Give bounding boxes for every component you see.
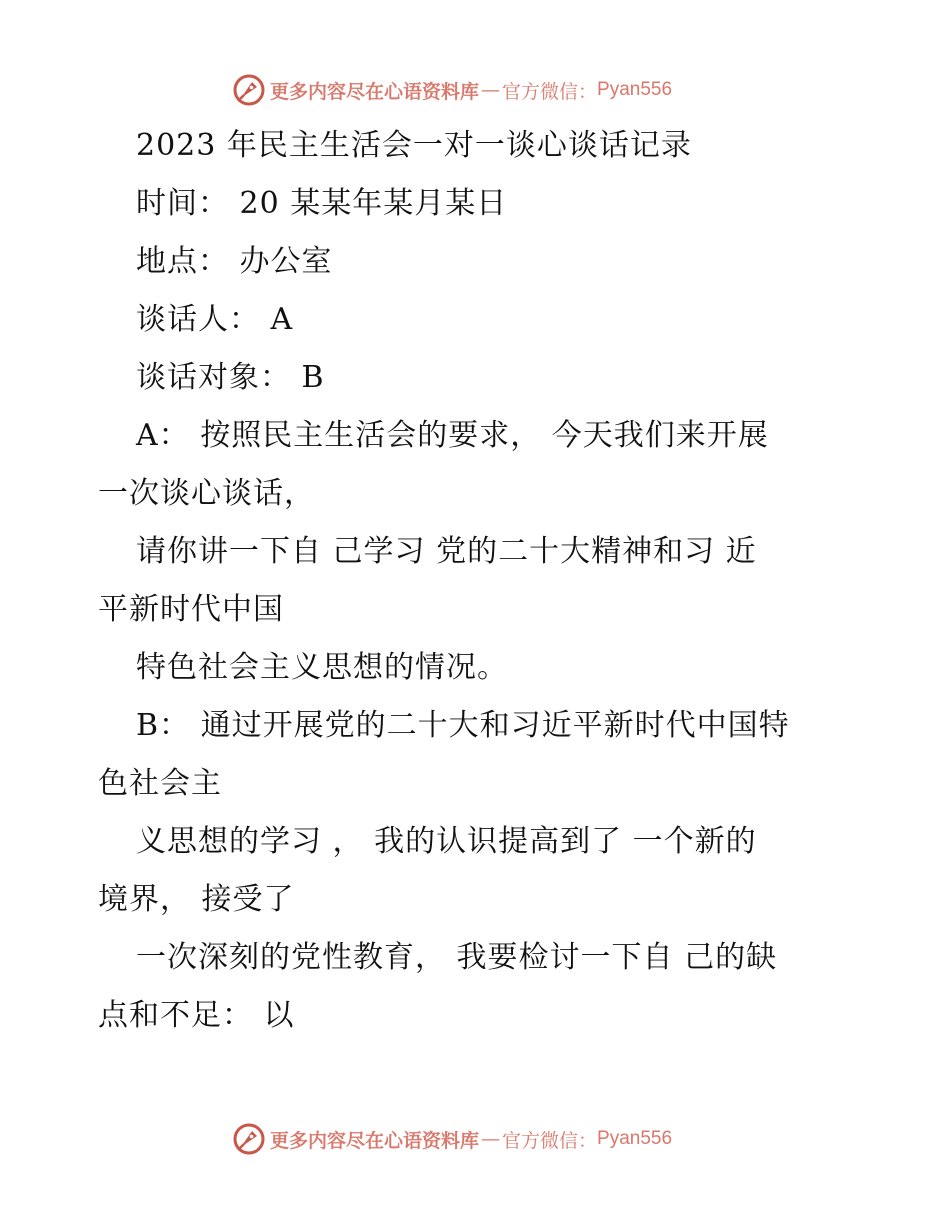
banner-wechat-id: Pyan556 bbox=[597, 79, 673, 100]
banner-separator: — bbox=[481, 79, 501, 101]
banner-text: 更多内容尽在心语资料库 bbox=[270, 1129, 480, 1152]
text-line: 特色社会主义思想的情况。 bbox=[136, 650, 508, 685]
meeting-place: 地点： 办公室 bbox=[136, 244, 333, 279]
text-line: 一次谈心谈话， bbox=[98, 476, 315, 511]
banner-text: 更多内容尽在心语资料库 bbox=[270, 80, 480, 103]
speaker: 谈话人： A bbox=[136, 302, 294, 337]
text-line: 义思想的学习 ， 我的认识提高到了 一个新的 bbox=[136, 824, 757, 859]
banner-separator: — bbox=[481, 1128, 501, 1150]
meeting-time: 时间： 20 某某年某月某日 bbox=[136, 186, 508, 221]
document-title: 2023 年民主生活会一对一谈心谈话记录 bbox=[136, 128, 692, 163]
talk-target: 谈话对象： B bbox=[136, 360, 325, 395]
text-line: 境界， 接受了 bbox=[98, 882, 295, 917]
text-line: 一次深刻的党性教育， 我要检讨一下自 己的缺 bbox=[136, 940, 778, 975]
document-body bbox=[98, 117, 858, 1045]
banner-wechat-id: Pyan556 bbox=[597, 1128, 673, 1149]
pen-nib-circle-icon bbox=[232, 1122, 266, 1156]
text-line: 平新时代中国 bbox=[98, 592, 284, 627]
text-line: B： 通过开展党的二十大和习近平新时代中国特 bbox=[136, 708, 790, 743]
banner-wechat-label: 官方微信： bbox=[502, 80, 598, 103]
header-banner bbox=[232, 72, 672, 108]
footer-banner bbox=[232, 1121, 672, 1157]
text-line: 点和不足： 以 bbox=[98, 998, 295, 1033]
text-line: A： 按照民主生活会的要求， 今天我们来开展 bbox=[136, 418, 769, 453]
pen-nib-circle-icon bbox=[232, 73, 266, 107]
text-line: 请你讲一下自 己学习 党的二十大精神和习 近 bbox=[136, 534, 757, 569]
banner-wechat-label: 官方微信： bbox=[502, 1129, 598, 1152]
text-line: 色社会主 bbox=[98, 766, 222, 801]
